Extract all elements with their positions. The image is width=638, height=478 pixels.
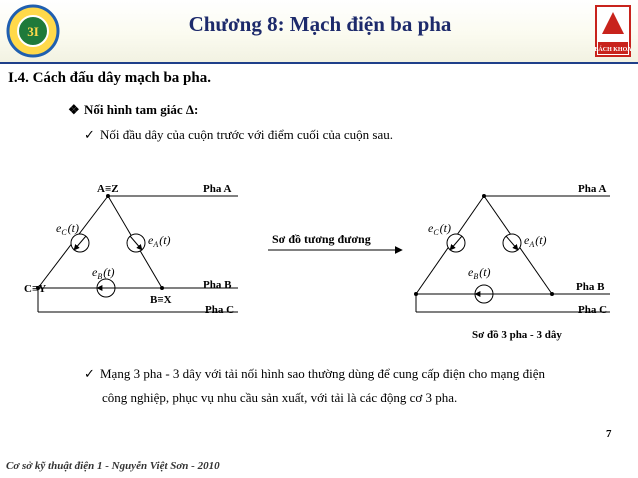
footer-credit: Cơ sở kỹ thuật điện 1 - Nguyễn Việt Sơn - 2010 bbox=[6, 460, 220, 472]
check-item-application bbox=[84, 366, 545, 382]
phase-label-b: Pha B bbox=[203, 279, 232, 291]
equivalent-label: Sơ đồ tương đương bbox=[272, 232, 371, 246]
right-phase-label-b: Pha B bbox=[576, 281, 605, 293]
left-delta-diagram bbox=[38, 196, 238, 312]
page-number: 7 bbox=[606, 428, 612, 440]
right-phase-label-a: Pha A bbox=[578, 183, 607, 195]
page-title: Chương 8: Mạch điện ba pha bbox=[188, 12, 452, 36]
right-emf-label-ea: $e_A(t)$ bbox=[524, 233, 547, 249]
bullet-text: Nối hình tam giác Δ: bbox=[84, 102, 199, 117]
emf-label-eb: $e_B(t)$ bbox=[92, 265, 115, 281]
emf-label-ec: $e_C(t)$ bbox=[56, 221, 79, 237]
emf-label-ea: $e_A(t)$ bbox=[148, 233, 171, 249]
logo-right-text: BÁCH KHOA bbox=[594, 47, 632, 53]
right-diagram-caption: Sơ đồ 3 pha - 3 dây bbox=[472, 329, 562, 341]
phase-label-a: Pha A bbox=[203, 183, 232, 195]
right-phase-label-c: Pha C bbox=[578, 304, 608, 316]
right-delta-diagram bbox=[416, 196, 610, 312]
application-text-line-1: Mạng 3 pha - 3 dây với tải nối hình sao thường dùng để cung cấp điện cho mạng điện bbox=[100, 366, 546, 381]
section-heading: I.4. Cách đấu dây mạch ba pha. bbox=[8, 70, 211, 86]
right-emf-label-eb: $e_B(t)$ bbox=[468, 265, 491, 281]
right-emf-label-ec: $e_C(t)$ bbox=[428, 221, 451, 237]
node-dot bbox=[414, 292, 418, 296]
checkmark-icon: ✓ bbox=[84, 366, 95, 381]
node-label-top: A≡Z bbox=[97, 183, 119, 195]
diamond-bullet-icon: ❖ bbox=[68, 102, 80, 117]
checkmark-icon: ✓ bbox=[84, 127, 95, 142]
check-text: Nối đầu dây của cuộn trước với điểm cuối của cuộn sau. bbox=[100, 127, 393, 142]
application-text-line-2: công nghiệp, phục vụ nhu cầu sản xuất, với tải là các động cơ 3 pha. bbox=[102, 390, 458, 405]
node-dot bbox=[160, 286, 164, 290]
node-dot bbox=[482, 194, 486, 198]
node-dot bbox=[550, 292, 554, 296]
logo-left-text: 3I bbox=[27, 24, 39, 39]
node-label-bottom: B≡X bbox=[150, 294, 172, 306]
node-label-left: C≡Y bbox=[24, 283, 47, 295]
phase-label-c: Pha C bbox=[205, 304, 235, 316]
